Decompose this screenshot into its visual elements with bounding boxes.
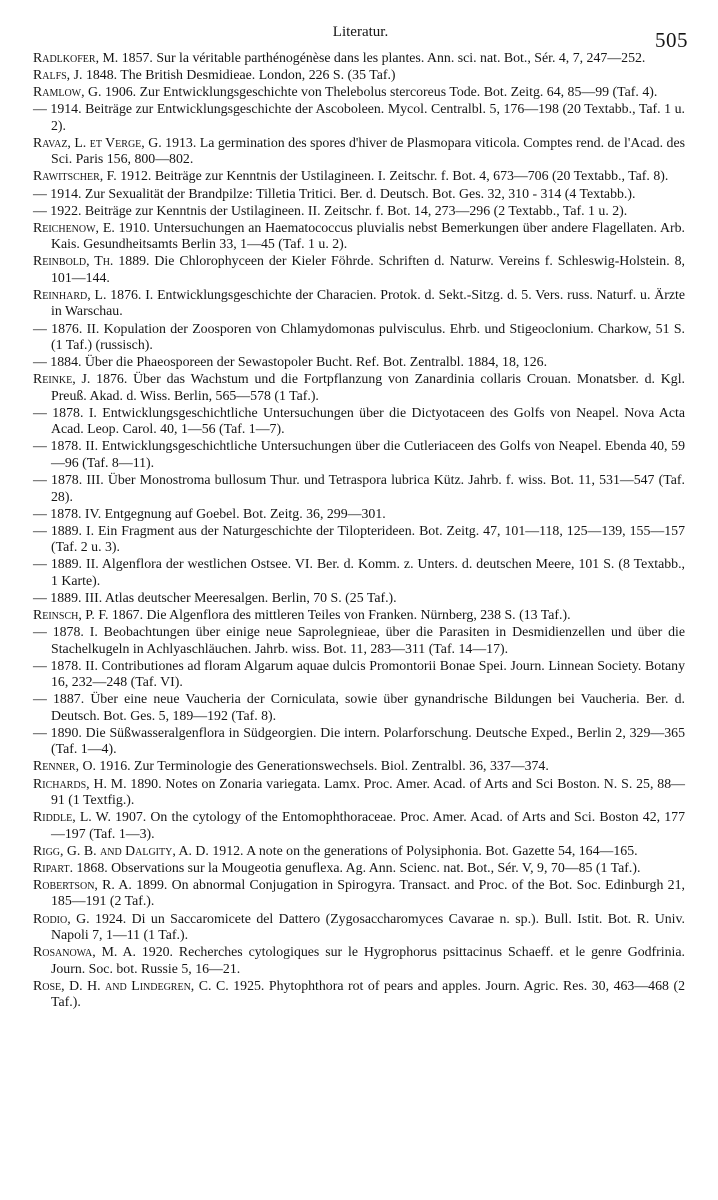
- entry-text: 1912. A note on the generations of Polysiphonia. Bot. Gazette 54, 164—165.: [212, 842, 638, 858]
- entry-text: — 1878. II. Contributiones ad floram Algarum aquae dulcis Promontorii Bonae Spei. Journ. Linnean Society. Botany 16, 232—248 (Taf. VI).: [33, 657, 685, 690]
- bibliography-entry: [33, 758, 685, 775]
- entry-text: 1889. Die Chlorophyceen der Kieler Föhrde. Schriften d. Naturw. Vereins f. Schleswig-Holstein. 8, 101—144.: [51, 253, 685, 285]
- entry-author: Reichenow, E.: [33, 219, 115, 235]
- entry-text: 1876. I. Entwicklungsgeschichte der Characien. Protok. d. Sekt.-Sitzg. d. 5. Vers. russ. Naturf. u. Ärzte in Warschau.: [51, 286, 685, 319]
- entry-author: Richards, H. M.: [33, 775, 127, 791]
- bibliography-entry: [33, 405, 685, 438]
- entry-author: Robertson, R. A.: [33, 876, 132, 892]
- entry-text: 1848. The British Desmidieae. London, 226 S. (35 Taf.): [85, 67, 396, 83]
- bibliography-entry: [33, 220, 685, 253]
- bibliography-entry: [33, 843, 685, 860]
- bibliography-entry: [33, 877, 685, 910]
- entry-text: 1916. Zur Terminologie des Generationswechsels. Biol. Zentralbl. 36, 337—374.: [99, 758, 549, 774]
- entry-text: — 1878. II. Entwicklungsgeschichtliche Untersuchungen über die Cutleriaceen des Golfs von Neapel. Ebenda 40, 59—96 (Taf. 8—11).: [33, 438, 685, 470]
- entry-author: Renner, O.: [33, 758, 96, 774]
- entry-author: Ravaz, L. et Verge, G.: [33, 134, 162, 150]
- bibliography-entry: [33, 135, 685, 168]
- bibliography-entry: [33, 438, 685, 471]
- entry-text: 1906. Zur Entwicklungsgeschichte von Thelebolus stercoreus Tode. Bot. Zeitg. 64, 85—99 (Taf. 4).: [104, 84, 658, 100]
- bibliography-entry: [33, 624, 685, 657]
- bibliography-entry: [33, 658, 685, 691]
- entry-author: Rigg, G. B. and Dalgity, A. D.: [33, 842, 209, 858]
- bibliography-entry: [33, 911, 685, 944]
- bibliography-entry: [33, 168, 685, 185]
- entry-author: Rawitscher, F.: [33, 168, 117, 184]
- entry-text: — 1889. III. Atlas deutscher Meeresalgen. Berlin, 70 S. (25 Taf.).: [33, 589, 397, 605]
- entry-text: 1913. La germination des spores d'hiver de Plasmopara viticola. Comptes rend. de l'Acad. des Sci. Paris 156, 800—802.: [51, 134, 685, 167]
- entry-author: Riddle, L. W.: [33, 809, 111, 825]
- entry-text: 1907. On the cytology of the Entomophthoraceae. Proc. Amer. Acad. of Arts and Sci. Boston 42, 177—197 (Taf. 1—3).: [51, 809, 686, 841]
- entry-author: Radlkofer, M.: [33, 50, 119, 65]
- page-header: [33, 22, 688, 52]
- entry-text: 1857. Sur la véritable parthénogénèse dans les plantes. Ann. sci. nat. Bot., Sér. 4, 7, 247—252.: [121, 50, 646, 65]
- entry-text: 1876. Über das Wachstum und die Fortpflanzung von Zanardinia collaris Crouan. Monatsber. d. Kgl. Preuß. Akad. d. Wiss. Berlin, 565—578 (1 Taf.).: [51, 371, 686, 403]
- entry-text: 1890. Notes on Zonaria variegata. Lamx. Proc. Amer. Acad. of Arts and Sci Boston. N. S. 25, 88—91 (1 Textfig.).: [51, 775, 685, 808]
- entry-text: — 1914. Beiträge zur Entwicklungsgeschichte der Ascoboleen. Mycol. Centralbl. 5, 176—198 (20 Textabb., Taf. 1 u. 2).: [33, 101, 685, 133]
- entry-text: — 1887. Über eine neue Vaucheria der Corniculata, sowie über gynandrische Bildungen bei Vaucheria. Ber. d. Deutsch. Bot. Ges. 5, 189—192 (Taf. 8).: [33, 691, 685, 723]
- entry-author: Reinke, J.: [33, 371, 91, 387]
- bibliography-entry: [33, 203, 685, 220]
- entry-text: — 1890. Die Süßwasseralgenflora in Südgeorgien. Die intern. Polarforschung. Deutsche Exped., Berlin 2, 329—365 (Taf. 1—4).: [33, 724, 685, 757]
- entry-text: 1924. Di un Saccaromicete del Dattero (Zygosaccharomyces Cavarae n. sp.). Bull. Istit. Bot. R. Univ. Napoli 7, 1—11 (1 Taf.).: [51, 910, 685, 942]
- entry-author: Rodio, G.: [33, 910, 90, 926]
- bibliography-entry: [33, 101, 685, 134]
- entry-text: — 1914. Zur Sexualität der Brandpilze: Tilletia Tritici. Ber. d. Deutsch. Bot. Ges. 32, 310 - 314 (4 Textabb.).: [33, 185, 636, 201]
- entry-text: 1910. Untersuchungen an Haematococcus pluvialis nebst Bemerkungen über andere Flagellaten. Arb. Kais. Gesundheitsamts Berlin 33, 1—45 (Taf. 1 u. 2).: [51, 219, 685, 252]
- entry-text: 1912. Beiträge zur Kenntnis der Ustilagineen. I. Zeitschr. f. Bot. 4, 673—706 (20 Textabb., Taf. 8).: [120, 168, 669, 184]
- bibliography-entry: [33, 371, 685, 404]
- bibliography-entry: [33, 607, 685, 624]
- entry-text: — 1878. I. Entwicklungsgeschichtliche Untersuchungen über die Dictyotaceen des Golfs von Neapel. Nova Acta Acad. Leop. Carol. 40, 1—56 (Taf. 1—7).: [33, 404, 685, 437]
- entry-text: — 1889. I. Ein Fragment aus der Naturgeschichte der Tilopterideen. Bot. Zeitg. 47, 101—118, 125—139, 155—157 (Taf. 2 u. 3).: [33, 522, 685, 555]
- entry-text: — 1876. II. Kopulation der Zoosporen von Chlamydomonas pulvisculus. Ehrb. und Stigeoclonium. Charkow, 51 S. (1 Taf.) (russisch).: [33, 320, 685, 353]
- bibliography-entry: [33, 253, 685, 286]
- bibliography-entry: [33, 978, 685, 1011]
- entry-text: — 1878. I. Beobachtungen über einige neue Saprolegnieae, über die Parasiten in Desmidienzellen und über die Stachelkugeln in Achlyaschläuchen. Jahrb. wiss. Bot. 11, 283—311 (Taf. 14—17).: [33, 624, 685, 656]
- entry-text: 1899. On abnormal Conjugation in Spirogyra. Transact. and Proc. of the Bot. Soc. Edinburgh 21, 185—191 (2 Taf.).: [51, 876, 685, 909]
- entry-text: 1920. Recherches cytologiques sur le Hygrophorus psittacinus Schaeff. et le genre Godfrinia. Journ. Soc. bot. Russie 5, 16—21.: [51, 944, 685, 976]
- bibliography-entry: [33, 287, 685, 320]
- bibliography-entry: [33, 944, 685, 977]
- entry-author: Rose, D. H. and Lindegren, C. C.: [33, 977, 229, 993]
- bibliography-entry: [33, 776, 685, 809]
- bibliography-list: [33, 50, 685, 1011]
- bibliography-entry: [33, 523, 685, 556]
- entry-author: Reinsch, P. F.: [33, 606, 109, 622]
- entry-text: — 1889. II. Algenflora der westlichen Ostsee. VI. Ber. d. Komm. z. Unters. d. deutschen Meere, 101 S. (8 Textabb., 1 Karte).: [33, 556, 685, 588]
- entry-author: Reinhard, L.: [33, 286, 107, 302]
- entry-author: Rosanowa, M. A.: [33, 944, 136, 960]
- bibliography-entry: [33, 725, 685, 758]
- entry-text: — 1922. Beiträge zur Kenntnis der Ustilagineen. II. Zeitschr. f. Bot. 14, 273—296 (2 Textabb., Taf. 1 u. 2).: [33, 202, 628, 218]
- bibliography-entry: [33, 354, 685, 371]
- entry-author: Ramlow, G.: [33, 84, 102, 100]
- bibliography-entry: [33, 84, 685, 101]
- entry-text: 1867. Die Algenflora des mittleren Teiles von Franken. Nürnberg, 238 S. (13 Taf.).: [111, 606, 571, 622]
- bibliography-entry: [33, 67, 685, 84]
- entry-author: Reinbold, Th.: [33, 253, 114, 269]
- bibliography-entry: [33, 860, 685, 877]
- entry-text: — 1878. IV. Entgegnung auf Goebel. Bot. Zeitg. 36, 299—301.: [33, 505, 386, 521]
- bibliography-entry: [33, 691, 685, 724]
- bibliography-entry: [33, 556, 685, 589]
- entry-text: 1868. Observations sur la Mougeotia genuflexa. Ag. Ann. Scienc. nat. Bot., Sér. V, 9, 70—85 (1 Taf.).: [76, 859, 641, 875]
- entry-text: 1925. Phytophthora rot of pears and apples. Journ. Agric. Res. 30, 463—468 (2 Taf.).: [51, 977, 685, 1010]
- bibliography-entry: [33, 186, 685, 203]
- entry-author: Ripart.: [33, 859, 74, 875]
- entry-text: — 1884. Über die Phaeosporeen der Sewastopoler Bucht. Ref. Bot. Zentralbl. 1884, 18, 126.: [33, 354, 548, 370]
- running-title: Literatur.: [332, 24, 389, 40]
- bibliography-entry: [33, 590, 685, 607]
- entry-text: — 1878. III. Über Monostroma bullosum Thur. und Tetraspora lubrica Kütz. Jahrb. f. wiss. Bot. 11, 531—547 (Taf. 28).: [33, 472, 685, 504]
- entry-author: Ralfs, J.: [33, 67, 83, 83]
- bibliography-entry: [33, 506, 685, 523]
- bibliography-entry: [33, 50, 685, 67]
- bibliography-entry: [33, 472, 685, 505]
- bibliography-entry: [33, 321, 685, 354]
- bibliography-entry: [33, 809, 685, 842]
- page-number: 505: [655, 28, 688, 52]
